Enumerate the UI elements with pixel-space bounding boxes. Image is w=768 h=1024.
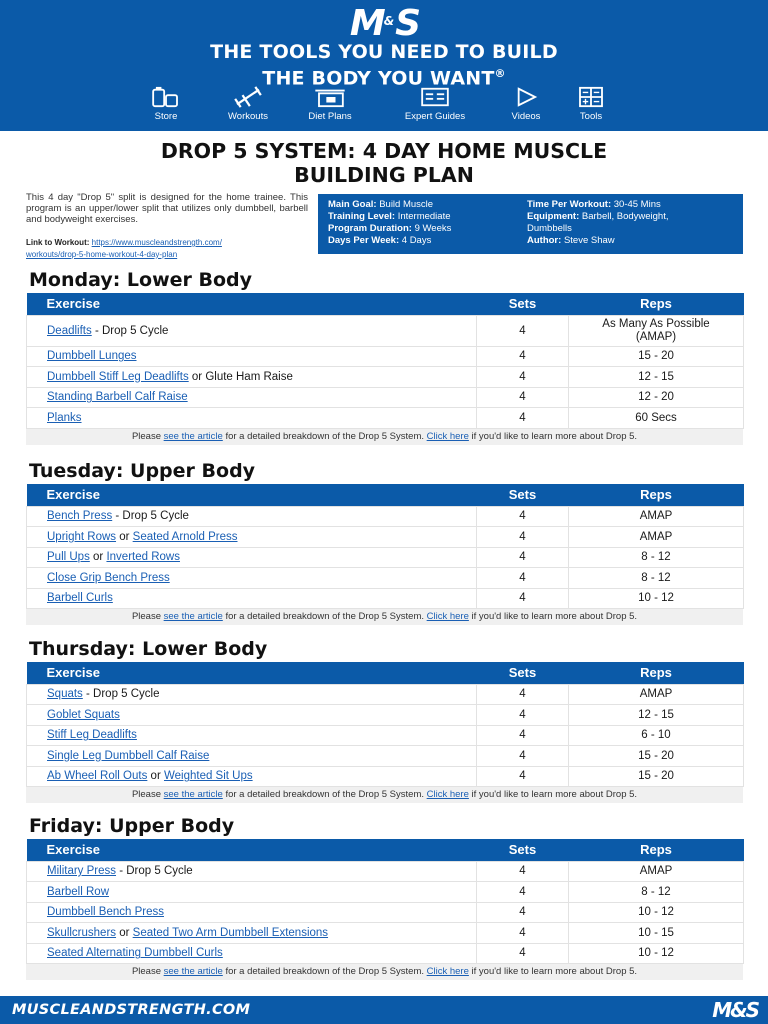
- exercise-link[interactable]: Pull Ups: [47, 551, 90, 564]
- calculator-icon: [571, 86, 611, 108]
- table-row: [27, 315, 744, 346]
- note-middle: for a detailed breakdown of the Drop 5 System.: [225, 966, 424, 977]
- sets-cell: 4: [477, 746, 569, 767]
- note-prefix: Please: [131, 430, 161, 442]
- exercise-separator: or: [116, 926, 133, 939]
- column-header-reps: Reps: [640, 842, 672, 858]
- sets-cell: 4: [477, 315, 569, 346]
- exercise-table: [26, 484, 744, 609]
- exercise-cell: [27, 506, 477, 527]
- reps-cell: 60 Secs: [569, 408, 744, 429]
- table-row: [27, 367, 744, 388]
- tagline-line1: THE TOOLS YOU NEED TO BUILD: [210, 41, 558, 63]
- sets-cell: 4: [477, 943, 569, 964]
- exercise-link[interactable]: Close Grip Bench Press: [47, 571, 170, 584]
- nav-tools[interactable]: [551, 86, 631, 122]
- table-row: [27, 746, 744, 767]
- author-label: Author:: [527, 235, 562, 246]
- table-row: [27, 506, 744, 527]
- workout-link-label: Link to Workout:: [26, 238, 90, 247]
- click-here-link[interactable]: Click here: [426, 789, 469, 800]
- exercise-separator: or: [116, 530, 133, 543]
- workout-link-url-line2[interactable]: workouts/drop-5-home-workout-4-day-plan: [26, 250, 178, 259]
- exercise-link[interactable]: Upright Rows: [47, 530, 117, 543]
- table-header-row: [27, 662, 744, 684]
- reps-cell: 15 - 20: [569, 346, 744, 367]
- nav-expert-guides[interactable]: [395, 86, 475, 122]
- day-section-thursday: [26, 636, 743, 803]
- reps-cell: 10 - 12: [569, 902, 744, 923]
- exercise-cell: [27, 902, 477, 923]
- exercise-cell: [27, 527, 477, 548]
- exercise-link[interactable]: Dumbbell Bench Press: [47, 906, 164, 919]
- exercise-note: or Glute Ham Raise: [188, 370, 293, 383]
- info-column-right: [527, 199, 737, 247]
- days-per-week-label: Days Per Week:: [328, 235, 400, 246]
- nav-store[interactable]: [126, 86, 206, 122]
- sets-cell: 4: [477, 705, 569, 726]
- day-title: Thursday: Lower Body: [29, 638, 268, 660]
- exercise-link[interactable]: Single Leg Dumbbell Calf Raise: [47, 749, 210, 762]
- alternate-exercise-link[interactable]: Seated Two Arm Dumbbell Extensions: [132, 926, 329, 939]
- reps-cell: 8 - 12: [569, 547, 744, 568]
- column-header-sets: Sets: [508, 487, 537, 503]
- equipment-value-line1: Barbell, Bodyweight,: [581, 211, 669, 222]
- site-footer: [0, 996, 768, 1024]
- scale-icon: [310, 86, 350, 108]
- column-header-exercise: Exercise: [46, 487, 100, 503]
- exercise-cell: [27, 882, 477, 903]
- note-prefix: Please: [131, 611, 161, 622]
- time-per-workout-label: Time Per Workout:: [527, 199, 612, 210]
- alternate-exercise-link[interactable]: Weighted Sit Ups: [163, 770, 253, 783]
- reps-cell: AMAP: [569, 506, 744, 527]
- table-row: [27, 547, 744, 568]
- sets-cell: 4: [477, 588, 569, 609]
- exercise-note: - Drop 5 Cycle: [91, 324, 169, 337]
- page-title: [0, 139, 768, 187]
- table-body: [27, 506, 744, 609]
- exercise-cell: [27, 315, 477, 346]
- table-row: [27, 766, 744, 787]
- sets-cell: 4: [477, 527, 569, 548]
- time-per-workout-value: 30-45 Mins: [613, 199, 661, 210]
- equipment-value-line2: Dumbbells: [527, 223, 572, 234]
- sets-cell: 4: [477, 367, 569, 388]
- table-row: [27, 588, 744, 609]
- column-header-exercise: Exercise: [46, 296, 100, 312]
- exercise-link[interactable]: Bench Press: [47, 510, 113, 523]
- reps-cell: 10 - 12: [569, 943, 744, 964]
- exercise-cell: [27, 547, 477, 568]
- drop5-note: [26, 964, 743, 980]
- reps-cell: 12 - 20: [569, 387, 744, 408]
- note-suffix: if you'd like to learn more about Drop 5.: [471, 966, 638, 977]
- see-article-link[interactable]: see the article: [163, 966, 223, 977]
- reps-cell: [569, 315, 744, 346]
- sets-cell: 4: [477, 725, 569, 746]
- exercise-note: - Drop 5 Cycle: [82, 688, 160, 701]
- table-body: [27, 684, 744, 787]
- nav-workouts[interactable]: [208, 86, 288, 122]
- exercise-note: - Drop 5 Cycle: [112, 510, 189, 523]
- table-row: [27, 725, 744, 746]
- table-row: [27, 882, 744, 903]
- reps-cell: 10 - 12: [569, 588, 744, 609]
- table-row: [27, 408, 744, 429]
- note-prefix: Please: [131, 966, 161, 977]
- nav-tools-label: Tools: [579, 111, 603, 122]
- column-header-exercise: Exercise: [46, 665, 100, 681]
- program-info-box: [318, 194, 743, 254]
- exercise-separator: or: [147, 770, 164, 783]
- see-article-link[interactable]: see the article: [163, 430, 223, 442]
- registered-mark: ®: [494, 67, 506, 80]
- nav-store-label: Store: [154, 111, 178, 122]
- exercise-link[interactable]: Skullcrushers: [47, 926, 117, 939]
- exercise-cell: [27, 943, 477, 964]
- table-body: [27, 315, 744, 428]
- table-row: [27, 943, 744, 964]
- guide-icon: [415, 86, 455, 108]
- column-header-sets: Sets: [508, 296, 537, 312]
- exercise-cell: [27, 684, 477, 705]
- equipment-label: Equipment:: [527, 211, 580, 222]
- table-header: [27, 839, 744, 861]
- table-row: [27, 923, 744, 944]
- reps-cell: 8 - 12: [569, 568, 744, 589]
- nav-videos-label: Videos: [511, 111, 541, 122]
- note-middle: for a detailed breakdown of the Drop 5 System.: [225, 789, 424, 800]
- sets-cell: 4: [477, 882, 569, 903]
- reps-cell: 12 - 15: [569, 705, 744, 726]
- column-header-sets: Sets: [508, 842, 537, 858]
- exercise-cell: [27, 568, 477, 589]
- store-icon: [146, 86, 186, 108]
- click-here-link[interactable]: Click here: [426, 611, 469, 622]
- note-suffix: if you'd like to learn more about Drop 5.: [471, 611, 638, 622]
- column-header-sets: Sets: [508, 665, 537, 681]
- reps-cell: 15 - 20: [569, 766, 744, 787]
- exercise-cell: [27, 725, 477, 746]
- alternate-exercise-link[interactable]: Inverted Rows: [106, 551, 180, 564]
- day-title: Monday: Lower Body: [29, 269, 253, 291]
- reps-cell: 8 - 12: [569, 882, 744, 903]
- table-row: [27, 346, 744, 367]
- sets-cell: 4: [477, 568, 569, 589]
- table-header: [27, 293, 744, 315]
- workout-link-url-line1[interactable]: https://www.muscleandstrength.com/: [91, 238, 222, 247]
- page-title-line2: BUILDING PLAN: [294, 163, 474, 187]
- reps-cell: 6 - 10: [569, 725, 744, 746]
- sets-cell: 4: [477, 766, 569, 787]
- reps-cell: AMAP: [569, 527, 744, 548]
- table-header-row: [27, 293, 744, 315]
- note-suffix: if you'd like to learn more about Drop 5.: [471, 430, 638, 442]
- author-value: Steve Shaw: [563, 235, 615, 246]
- exercise-link[interactable]: Military Press: [47, 865, 117, 878]
- brand-logo[interactable]: M & S: [349, 2, 419, 44]
- exercise-cell: [27, 923, 477, 944]
- drop5-note: [26, 429, 743, 445]
- click-here-link[interactable]: Click here: [426, 966, 469, 977]
- exercise-link[interactable]: Seated Alternating Dumbbell Curls: [47, 947, 223, 960]
- reps-line2: (AMAP): [635, 330, 677, 343]
- day-title: Friday: Upper Body: [29, 815, 235, 837]
- table-row: [27, 684, 744, 705]
- table-row: [27, 568, 744, 589]
- main-goal-value: Build Muscle: [379, 199, 434, 210]
- sets-cell: 4: [477, 684, 569, 705]
- sets-cell: 4: [477, 408, 569, 429]
- exercise-link[interactable]: Deadlifts: [47, 324, 92, 337]
- sets-cell: 4: [477, 346, 569, 367]
- exercise-cell: [27, 387, 477, 408]
- drop5-note: [26, 609, 743, 625]
- exercise-table: [26, 662, 744, 787]
- sets-cell: 4: [477, 387, 569, 408]
- column-header-reps: Reps: [640, 487, 672, 503]
- table-header: [27, 484, 744, 506]
- exercise-link[interactable]: Dumbbell Lunges: [47, 350, 137, 363]
- info-column-left: [328, 199, 518, 247]
- exercise-link[interactable]: Barbell Row: [47, 885, 109, 898]
- nav-diet-plans[interactable]: [290, 86, 370, 122]
- sets-cell: 4: [477, 902, 569, 923]
- exercise-link[interactable]: Stiff Leg Deadlifts: [47, 729, 137, 742]
- day-title: Tuesday: Upper Body: [29, 460, 256, 482]
- nav-expert-guides-label: Expert Guides: [404, 111, 466, 122]
- note-suffix: if you'd like to learn more about Drop 5.: [471, 789, 638, 800]
- table-row: [27, 861, 744, 882]
- exercise-link[interactable]: Ab Wheel Roll Outs: [47, 770, 148, 783]
- exercise-cell: [27, 367, 477, 388]
- see-article-link[interactable]: see the article: [163, 611, 223, 622]
- note-middle: for a detailed breakdown of the Drop 5 System.: [225, 611, 424, 622]
- nav-diet-plans-label: Diet Plans: [308, 111, 352, 122]
- program-duration-label: Program Duration:: [328, 223, 412, 234]
- note-prefix: Please: [131, 789, 161, 800]
- exercise-separator: or: [89, 551, 107, 564]
- program-duration-value: 9 Weeks: [414, 223, 452, 234]
- see-article-link[interactable]: see the article: [163, 789, 223, 800]
- site-header: [0, 0, 768, 131]
- sets-cell: 4: [477, 923, 569, 944]
- exercise-cell: [27, 861, 477, 882]
- day-section-monday: [26, 267, 743, 445]
- exercise-link[interactable]: Goblet Squats: [47, 708, 120, 721]
- reps-cell: 10 - 15: [569, 923, 744, 944]
- table-row: [27, 387, 744, 408]
- exercise-cell: [27, 766, 477, 787]
- table-row: [27, 902, 744, 923]
- exercise-cell: [27, 705, 477, 726]
- training-level-value: Intermediate: [397, 211, 451, 222]
- exercise-note: - Drop 5 Cycle: [116, 865, 193, 878]
- exercise-cell: [27, 588, 477, 609]
- footer-logo[interactable]: M&S: [712, 998, 758, 1022]
- click-here-link[interactable]: Click here: [426, 430, 469, 442]
- column-header-exercise: Exercise: [46, 842, 100, 858]
- exercise-link[interactable]: Planks: [47, 411, 82, 424]
- workout-link-block: [26, 237, 316, 261]
- main-nav: [0, 86, 768, 126]
- nav-workouts-label: Workouts: [228, 111, 268, 122]
- dumbbell-icon: [228, 86, 268, 108]
- day-section-friday: [26, 813, 743, 980]
- reps-line1: As Many As Possible: [602, 317, 710, 330]
- table-row: [27, 527, 744, 548]
- table-row: [27, 705, 744, 726]
- reps-cell: AMAP: [569, 684, 744, 705]
- training-level-label: Training Level:: [328, 211, 396, 222]
- exercise-link[interactable]: Barbell Curls: [47, 592, 113, 605]
- exercise-link[interactable]: Standing Barbell Calf Raise: [47, 391, 188, 404]
- tagline-line2: THE BODY YOU WANT: [262, 67, 495, 90]
- intro-text: This 4 day "Drop 5" split is designed for the home trainee. This program is an upper/lower split that utilizes only dumbbell, barbell and bodyweight exercises.: [26, 192, 308, 225]
- sets-cell: 4: [477, 861, 569, 882]
- table-header-row: [27, 839, 744, 861]
- play-icon: [506, 86, 546, 108]
- exercise-table: [26, 839, 744, 964]
- main-goal-label: Main Goal:: [328, 199, 377, 210]
- table-header: [27, 662, 744, 684]
- days-per-week-value: 4 Days: [401, 235, 432, 246]
- drop5-note: [26, 787, 743, 803]
- sets-cell: 4: [477, 547, 569, 568]
- column-header-reps: Reps: [640, 296, 672, 312]
- table-header-row: [27, 484, 744, 506]
- alternate-exercise-link[interactable]: Seated Arnold Press: [132, 530, 238, 543]
- table-body: [27, 861, 744, 964]
- page-title-line1: DROP 5 SYSTEM: 4 DAY HOME MUSCLE: [160, 139, 608, 163]
- exercise-cell: [27, 408, 477, 429]
- day-section-tuesday: [26, 458, 743, 625]
- note-middle: for a detailed breakdown of the Drop 5 System.: [225, 430, 424, 442]
- tagline: [0, 42, 768, 89]
- exercise-link[interactable]: Dumbbell Stiff Leg Deadlifts: [47, 370, 189, 383]
- sets-cell: 4: [477, 506, 569, 527]
- exercise-cell: [27, 346, 477, 367]
- reps-cell: 15 - 20: [569, 746, 744, 767]
- exercise-cell: [27, 746, 477, 767]
- exercise-table: [26, 293, 744, 429]
- reps-cell: 12 - 15: [569, 367, 744, 388]
- column-header-reps: Reps: [640, 665, 672, 681]
- exercise-link[interactable]: Squats: [47, 688, 83, 701]
- reps-cell: AMAP: [569, 861, 744, 882]
- footer-url[interactable]: MUSCLEANDSTRENGTH.COM: [12, 1002, 251, 1018]
